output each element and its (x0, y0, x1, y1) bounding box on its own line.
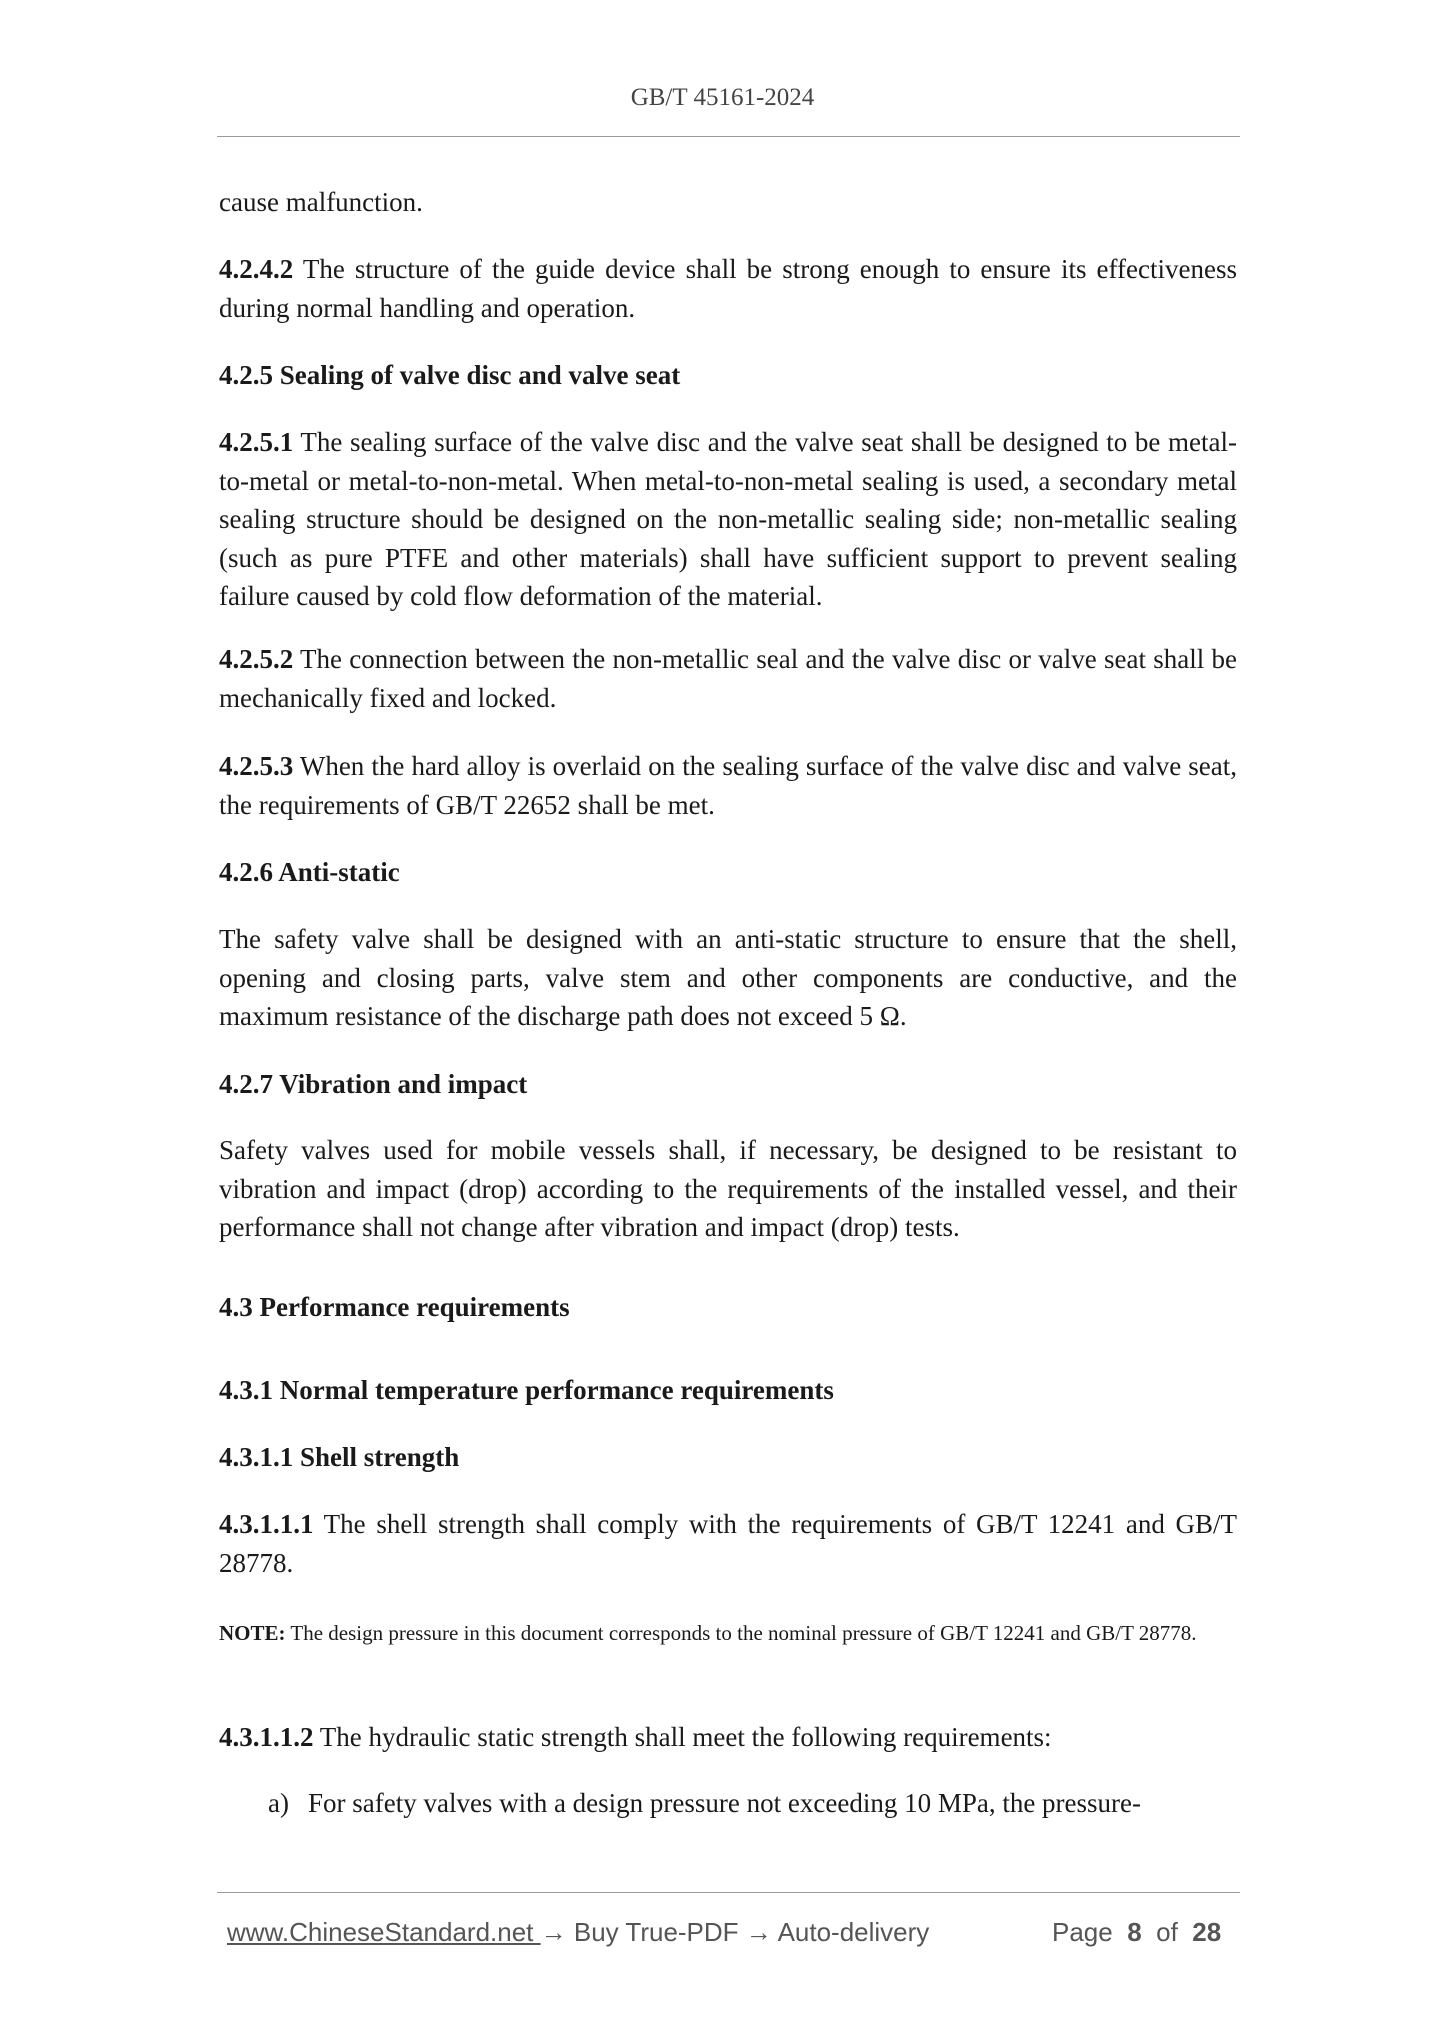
heading-4-3-1: 4.3.1 Normal temperature performance requirements (219, 1375, 834, 1405)
clause-text: The structure of the guide device shall be strong enough to ensure its effectiveness during normal handling and operation. (219, 254, 1237, 323)
clause-text: The shell strength shall comply with the requirements of GB/T 12241 and GB/T 28778. (219, 1509, 1237, 1578)
clause-4-2-5-1 (219, 423, 1237, 616)
footer-links (227, 1917, 929, 1948)
clause-4-3-1-1-1 (219, 1505, 1237, 1582)
heading-4-3: 4.3 Performance requirements (219, 1292, 570, 1322)
heading-4-3-1-1: 4.3.1.1 Shell strength (219, 1442, 460, 1472)
heading-4-2-7: 4.2.7 Vibration and impact (219, 1069, 528, 1099)
of-label: of (1156, 1917, 1178, 1947)
clause-number: 4.2.5.3 (219, 751, 294, 781)
header-divider (217, 136, 1240, 137)
clause-number: 4.2.4.2 (219, 254, 294, 284)
page-header (0, 84, 1445, 112)
auto-delivery-text: Auto-delivery (771, 1917, 930, 1947)
clause-text: The hydraulic static strength shall meet the following requirements: (313, 1722, 1052, 1752)
anti-static-paragraph: The safety valve shall be designed with an anti-static structure to ensure that the shell, opening and closing parts, valve stem and other components are conductive, and the maximum resistance of the discharge path does not exceed 5 Ω. (219, 924, 1237, 1031)
heading-4-2-6: 4.2.6 Anti-static (219, 857, 400, 887)
clause-4-3-1-1-2 (219, 1718, 1237, 1757)
page-number (1052, 1917, 1221, 1948)
buy-true-pdf-text: Buy True-PDF (566, 1917, 746, 1947)
list-item-text: For safety valves with a design pressure not exceeding 10 MPa, the pressure- (307, 1788, 1142, 1818)
clause-text: The connection between the non-metallic seal and the valve disc or valve seat shall be mechanically fixed and locked. (219, 644, 1237, 713)
clause-4-2-5-2 (219, 640, 1237, 717)
clause-number: 4.2.5.1 (219, 427, 294, 457)
note-text: The design pressure in this document corresponds to the nominal pressure of GB/T 12241 and GB/T 28778. (285, 1621, 1197, 1645)
clause-number: 4.3.1.1.1 (219, 1509, 314, 1539)
page-label: Page (1052, 1917, 1113, 1947)
current-page: 8 (1127, 1917, 1142, 1947)
clause-text: When the hard alloy is overlaid on the sealing surface of the valve disc and valve seat, the requirements of GB/T 22652 shall be met. (219, 751, 1237, 820)
list-item-a (268, 1784, 1237, 1823)
total-pages: 28 (1192, 1917, 1222, 1947)
note-label: NOTE: (219, 1621, 286, 1645)
website-link[interactable]: www.ChineseStandard.net (227, 1917, 541, 1947)
list-marker: a) (268, 1788, 289, 1818)
footer-divider (217, 1892, 1240, 1893)
arrow-right-icon: → (745, 1917, 772, 1947)
clause-number: 4.3.1.1.2 (219, 1722, 314, 1752)
clause-4-2-5-3 (219, 747, 1237, 824)
clause-4-2-4-2 (219, 250, 1237, 327)
clause-number: 4.2.5.2 (219, 644, 294, 674)
vibration-paragraph: Safety valves used for mobile vessels shall, if necessary, be designed to be resistant to vibration and impact (drop) according to the requirements of the installed vessel, and their performance shall not change after vibration and impact (drop) tests. (219, 1135, 1237, 1242)
note (219, 1614, 1237, 1652)
heading-4-2-5: 4.2.5 Sealing of valve disc and valve seat (219, 360, 681, 390)
continuation-text: cause malfunction. (219, 187, 423, 217)
clause-text: The sealing surface of the valve disc and the valve seat shall be designed to be metal-to-metal or metal-to-non-metal. When metal-to-non-metal sealing is used, a secondary metal sealing structure should be designed on the non-metallic sealing side; non-metallic sealing (such as pure PTFE and other materials) shall have sufficient support to prevent sealing failure caused by cold flow deformation of the material. (219, 427, 1237, 611)
arrow-right-icon: → (540, 1917, 567, 1947)
document-code: GB/T 45161-2024 (630, 84, 815, 111)
